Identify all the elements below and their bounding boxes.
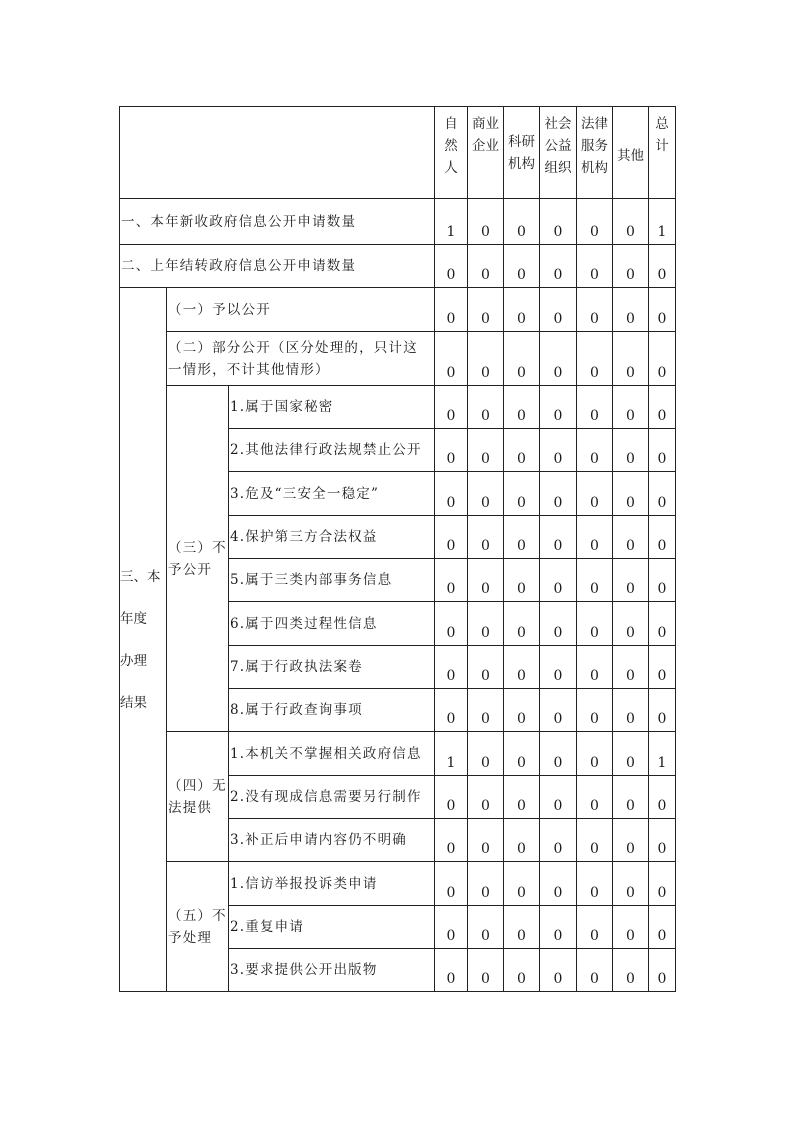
cell-value: 0 — [504, 245, 540, 288]
cell-value: 0 — [577, 199, 613, 245]
cell-value: 0 — [613, 906, 649, 949]
cell-value: 0 — [540, 472, 577, 516]
cell-value: 0 — [649, 245, 676, 288]
table-row — [120, 288, 676, 332]
cell-value: 0 — [435, 288, 468, 332]
cell-value: 0 — [613, 559, 649, 602]
table-row — [120, 245, 676, 288]
cell-value: 0 — [540, 288, 577, 332]
row-label: 2.其他法律行政法规禁止公开 — [229, 429, 435, 472]
cell-value: 0 — [649, 862, 676, 906]
cell-value: 0 — [540, 776, 577, 819]
cell-value: 0 — [504, 949, 540, 992]
row-label-new-requests: 一、本年新收政府信息公开申请数量 — [120, 199, 435, 245]
cell-value: 0 — [577, 602, 613, 646]
cell-value: 0 — [577, 689, 613, 732]
cell-value: 0 — [435, 245, 468, 288]
cell-value: 0 — [468, 689, 504, 732]
cell-value: 0 — [577, 472, 613, 516]
cell-value: 0 — [577, 646, 613, 689]
row-label: 3.危及“三安全一稳定” — [229, 472, 435, 516]
cell-value: 0 — [504, 689, 540, 732]
cell-value: 0 — [577, 819, 613, 862]
cell-value: 0 — [649, 689, 676, 732]
section-label-annual-results: 三、本 年度 办理 结果 — [120, 288, 167, 992]
table-row — [120, 332, 676, 386]
header-blank-cell — [120, 107, 435, 199]
cell-value: 1 — [435, 199, 468, 245]
group-label-not-disclosed: （三）不 予公开 — [167, 386, 229, 732]
cell-value: 0 — [613, 819, 649, 862]
cell-value: 0 — [468, 386, 504, 429]
cell-value: 0 — [504, 819, 540, 862]
cell-value: 0 — [504, 472, 540, 516]
cell-value: 0 — [435, 949, 468, 992]
cell-value: 0 — [504, 429, 540, 472]
cell-value: 0 — [435, 689, 468, 732]
cell-value: 0 — [577, 332, 613, 386]
cell-value: 0 — [504, 516, 540, 559]
cell-value: 0 — [540, 689, 577, 732]
col-header-social: 社会 公益 组织 — [540, 107, 577, 199]
cell-value: 0 — [435, 906, 468, 949]
cell-value: 0 — [613, 386, 649, 429]
statistics-table — [119, 106, 676, 992]
col-header-research: 科研 机构 — [504, 107, 540, 199]
table-row — [120, 862, 676, 906]
cell-value: 0 — [504, 288, 540, 332]
cell-value: 0 — [504, 862, 540, 906]
cell-value: 0 — [468, 516, 504, 559]
cell-value: 0 — [540, 732, 577, 776]
cell-value: 0 — [649, 386, 676, 429]
cell-value: 0 — [435, 472, 468, 516]
cell-value: 0 — [577, 245, 613, 288]
cell-value: 0 — [613, 429, 649, 472]
cell-value: 0 — [540, 332, 577, 386]
cell-value: 0 — [649, 906, 676, 949]
row-label-partial-disclosure: （二）部分公开（区分处理的，只计这 一情形，不计其他情形） — [167, 332, 435, 386]
cell-value: 0 — [649, 949, 676, 992]
cell-value: 0 — [504, 602, 540, 646]
col-header-natural: 自 然 人 — [435, 107, 468, 199]
row-label: 7.属于行政执法案卷 — [229, 646, 435, 689]
cell-value: 0 — [468, 776, 504, 819]
cell-value: 0 — [649, 559, 676, 602]
cell-value: 0 — [649, 646, 676, 689]
row-label: 1.本机关不掌握相关政府信息 — [229, 732, 435, 776]
cell-value: 0 — [613, 288, 649, 332]
cell-value: 0 — [649, 472, 676, 516]
cell-value: 0 — [577, 906, 613, 949]
row-label: 5.属于三类内部事务信息 — [229, 559, 435, 602]
cell-value: 0 — [468, 429, 504, 472]
cell-value: 0 — [540, 429, 577, 472]
cell-value: 0 — [435, 386, 468, 429]
cell-value: 0 — [613, 646, 649, 689]
row-label: 3.补正后申请内容仍不明确 — [229, 819, 435, 862]
cell-value: 0 — [577, 386, 613, 429]
cell-value: 0 — [435, 862, 468, 906]
cell-value: 0 — [540, 819, 577, 862]
cell-value: 0 — [435, 516, 468, 559]
cell-value: 1 — [649, 732, 676, 776]
cell-value: 0 — [649, 602, 676, 646]
cell-value: 0 — [540, 245, 577, 288]
cell-value: 1 — [649, 199, 676, 245]
cell-value: 0 — [577, 288, 613, 332]
cell-value: 0 — [613, 776, 649, 819]
cell-value: 0 — [468, 602, 504, 646]
cell-value: 0 — [504, 776, 540, 819]
cell-value: 0 — [613, 472, 649, 516]
cell-value: 0 — [468, 862, 504, 906]
row-label: 6.属于四类过程性信息 — [229, 602, 435, 646]
cell-value: 0 — [613, 862, 649, 906]
table-row — [120, 732, 676, 776]
cell-value: 0 — [649, 776, 676, 819]
row-label-grant-disclosure: （一）予以公开 — [167, 288, 435, 332]
row-label: 1.信访举报投诉类申请 — [229, 862, 435, 906]
cell-value: 0 — [577, 559, 613, 602]
cell-value: 0 — [540, 559, 577, 602]
cell-value: 0 — [577, 776, 613, 819]
cell-value: 0 — [540, 386, 577, 429]
row-label: 2.没有现成信息需要另行制作 — [229, 776, 435, 819]
cell-value: 0 — [435, 559, 468, 602]
cell-value: 0 — [504, 332, 540, 386]
cell-value: 0 — [468, 199, 504, 245]
row-label-carried-over: 二、上年结转政府信息公开申请数量 — [120, 245, 435, 288]
cell-value: 0 — [649, 516, 676, 559]
cell-value: 0 — [504, 646, 540, 689]
cell-value: 0 — [613, 949, 649, 992]
cell-value: 0 — [613, 516, 649, 559]
cell-value: 0 — [540, 516, 577, 559]
row-label: 3.要求提供公开出版物 — [229, 949, 435, 992]
row-label: 4.保护第三方合法权益 — [229, 516, 435, 559]
cell-value: 0 — [435, 776, 468, 819]
cell-value: 0 — [435, 332, 468, 386]
cell-value: 0 — [613, 245, 649, 288]
row-label: 1.属于国家秘密 — [229, 386, 435, 429]
cell-value: 0 — [540, 949, 577, 992]
cell-value: 0 — [577, 949, 613, 992]
cell-value: 0 — [613, 732, 649, 776]
col-header-total: 总 计 — [649, 107, 676, 199]
row-label: 8.属于行政查询事项 — [229, 689, 435, 732]
group-label-unable-to-provide: （四）无 法提供 — [167, 732, 229, 862]
cell-value: 0 — [613, 602, 649, 646]
cell-value: 0 — [435, 602, 468, 646]
cell-value: 0 — [504, 386, 540, 429]
cell-value: 0 — [540, 906, 577, 949]
cell-value: 0 — [435, 429, 468, 472]
cell-value: 0 — [468, 559, 504, 602]
cell-value: 0 — [649, 429, 676, 472]
cell-value: 0 — [540, 602, 577, 646]
cell-value: 0 — [613, 689, 649, 732]
cell-value: 0 — [577, 862, 613, 906]
cell-value: 0 — [504, 906, 540, 949]
cell-value: 0 — [468, 245, 504, 288]
cell-value: 0 — [577, 429, 613, 472]
table-row — [120, 199, 676, 245]
cell-value: 0 — [649, 332, 676, 386]
cell-value: 0 — [435, 819, 468, 862]
cell-value: 0 — [613, 332, 649, 386]
row-label: 2.重复申请 — [229, 906, 435, 949]
cell-value: 0 — [468, 288, 504, 332]
cell-value: 0 — [468, 906, 504, 949]
cell-value: 0 — [540, 646, 577, 689]
col-header-other: 其他 — [613, 107, 649, 199]
cell-value: 0 — [504, 732, 540, 776]
cell-value: 0 — [577, 732, 613, 776]
cell-value: 0 — [468, 646, 504, 689]
cell-value: 0 — [468, 472, 504, 516]
cell-value: 0 — [649, 288, 676, 332]
cell-value: 0 — [468, 732, 504, 776]
cell-value: 0 — [540, 199, 577, 245]
cell-value: 0 — [435, 646, 468, 689]
cell-value: 1 — [435, 732, 468, 776]
cell-value: 0 — [504, 199, 540, 245]
col-header-legal: 法律 服务 机构 — [577, 107, 613, 199]
cell-value: 0 — [468, 819, 504, 862]
cell-value: 0 — [540, 862, 577, 906]
cell-value: 0 — [468, 949, 504, 992]
table-row — [120, 386, 676, 429]
cell-value: 0 — [504, 559, 540, 602]
header-row — [120, 107, 676, 199]
cell-value: 0 — [649, 819, 676, 862]
cell-value: 0 — [613, 199, 649, 245]
group-label-not-processed: （五）不 予处理 — [167, 862, 229, 992]
cell-value: 0 — [468, 332, 504, 386]
cell-value: 0 — [577, 516, 613, 559]
col-header-business: 商业 企业 — [468, 107, 504, 199]
